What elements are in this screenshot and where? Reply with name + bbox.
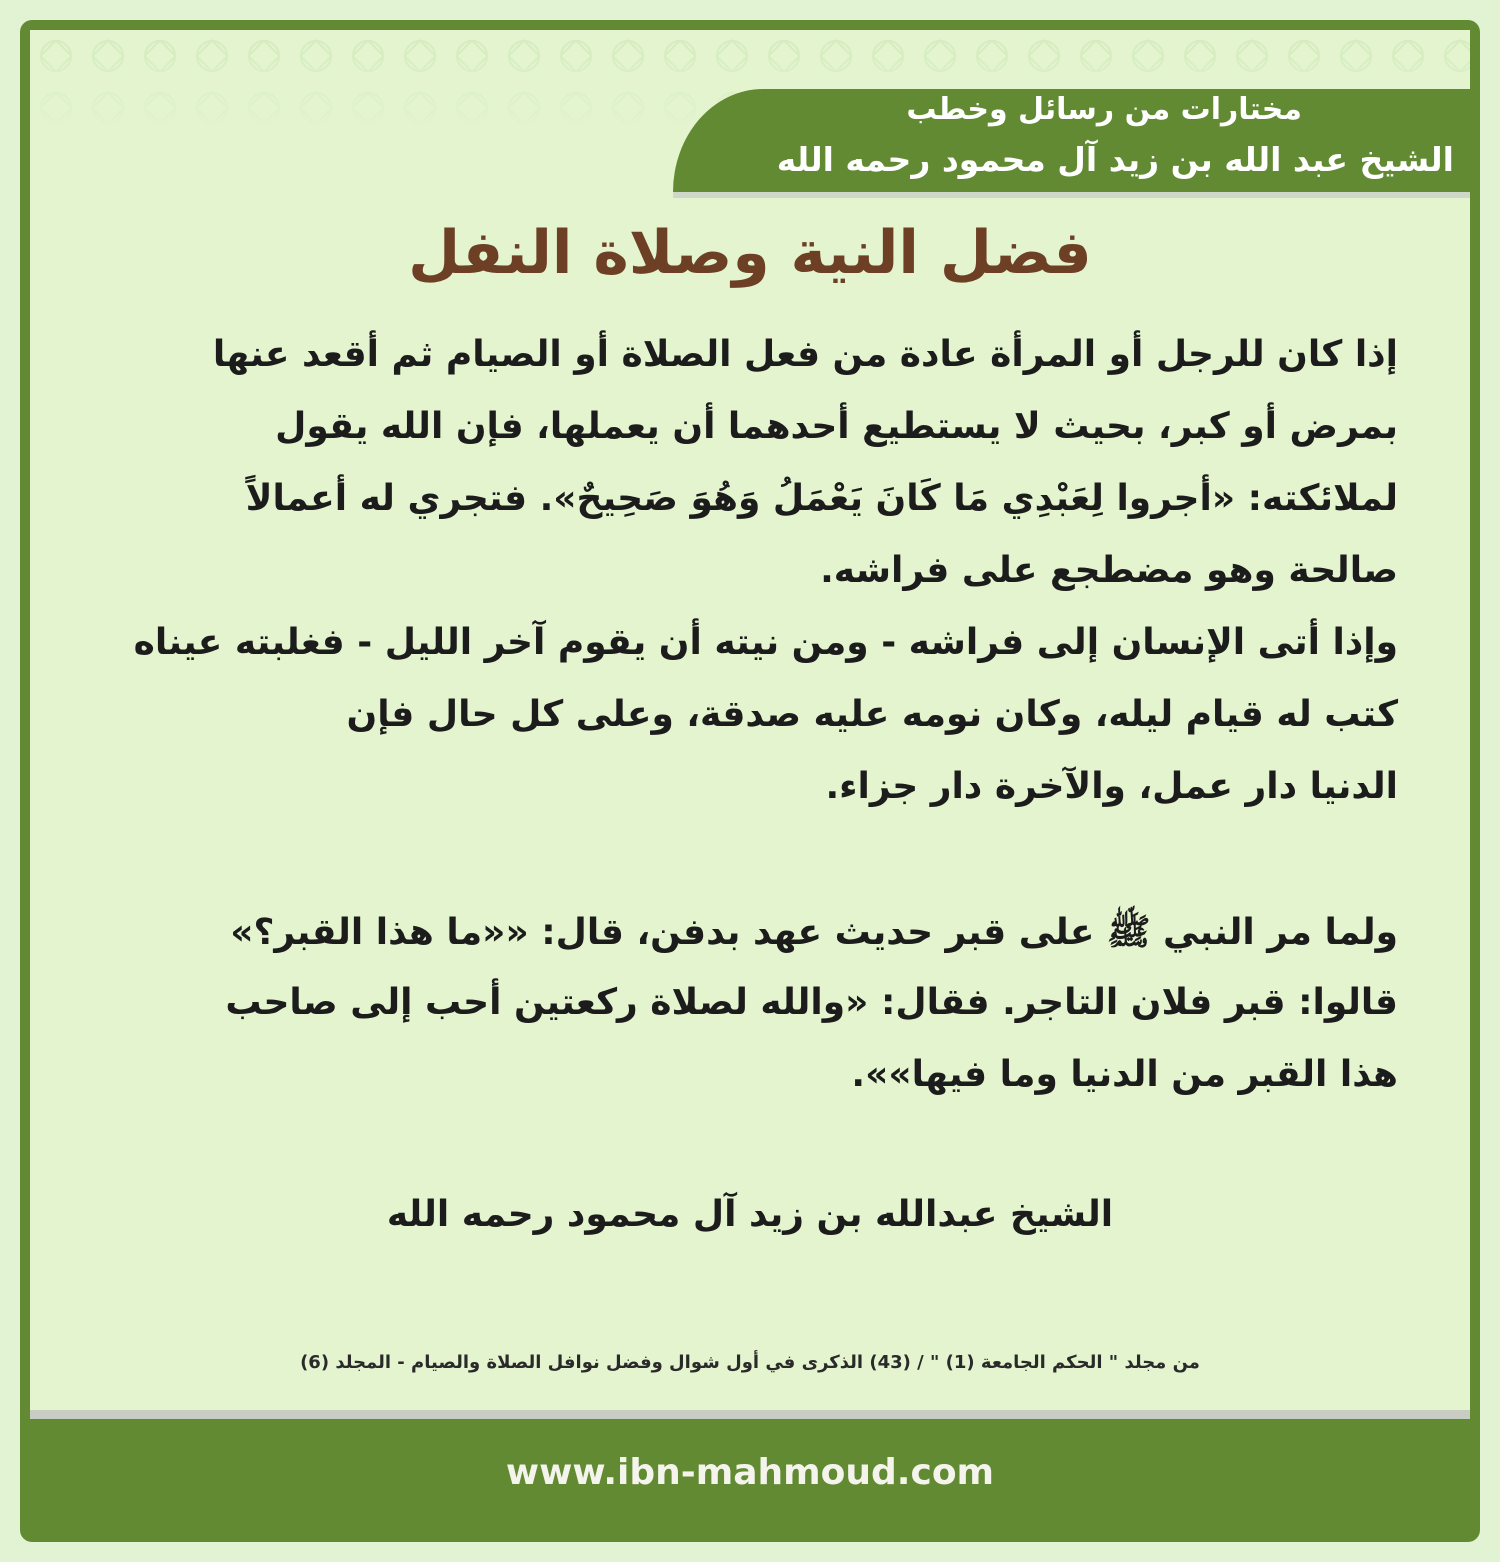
body-line: بمرض أو كبر، بحيث لا يستطيع أحدهما أن يعملها، فإن الله يقول (275, 406, 1398, 447)
website-link[interactable]: www.ibn-mahmoud.com (505, 1452, 995, 1493)
header-subtitle: مختارات من رسائل وخطب (906, 92, 1302, 127)
author-signature: الشيخ عبدالله بن زيد آل محمود رحمه الله (386, 1194, 1114, 1235)
body-line: الدنيا دار عمل، والآخرة دار جزاء. (825, 766, 1398, 807)
body-line: إذا كان للرجل أو المرأة عادة من فعل الصلاة أو الصيام ثم أقعد عنها (212, 334, 1398, 375)
body-line: كتب له قيام ليله، وكان نومه عليه صدقة، وعلى كل حال فإن (346, 694, 1398, 735)
header-author: الشيخ عبد الله بن زيد آل محمود رحمه الله (776, 140, 1454, 179)
body-line: وإذا أتى الإنسان إلى فراشه - ومن نيته أن يقوم آخر الليل - فغلبته عيناه (133, 622, 1398, 663)
source-citation: من مجلد " الحكم الجامعة (1) " / (43) الذكرى في أول شوال وفضل نوافل الصلاة والصيام - المجلد (6) (300, 1352, 1200, 1373)
body-line: لملائكته: «أجروا لِعَبْدِي مَا كَانَ يَعْمَلُ وَهُوَ صَحِيحٌ». فتجري له أعمالاً (245, 478, 1398, 519)
body-line: قالوا: قبر فلان التاجر. فقال: «والله لصلاة ركعتين أحب إلى صاحب (225, 982, 1398, 1023)
body-line: صالحة وهو مضطجع على فراشه. (820, 550, 1398, 591)
body-line: هذا القبر من الدنيا وما فيها»». (851, 1054, 1398, 1095)
page-title: فضل النية وصلاة النفل (408, 218, 1092, 288)
body-line: ولما مر النبي ﷺ على قبر حديث عهد بدفن، قال: ««ما هذا القبر؟» (230, 912, 1398, 953)
panel-bottom-shadow (30, 1410, 1470, 1419)
